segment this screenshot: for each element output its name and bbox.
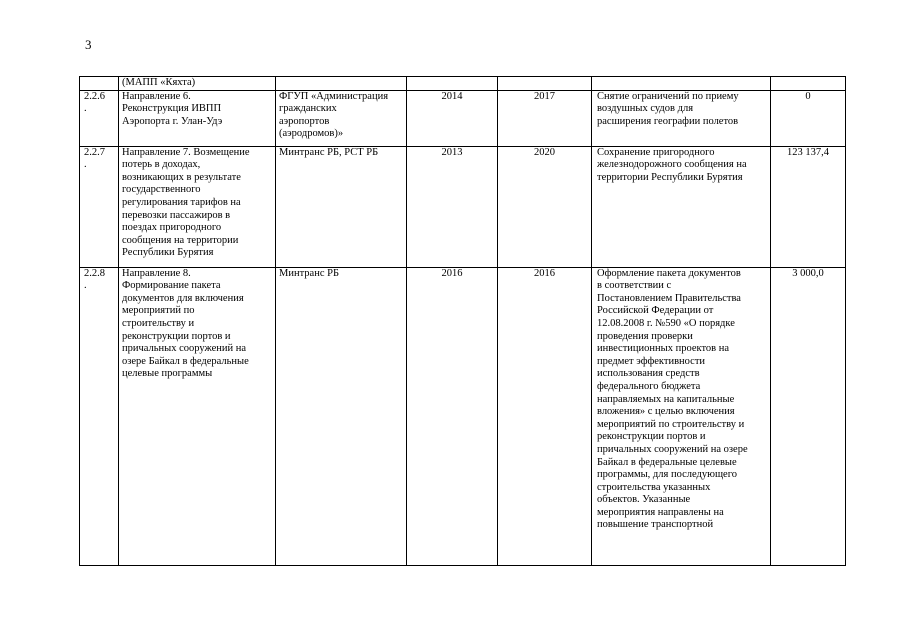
executor-cell: Минтранс РБ, РСТ РБ: [276, 146, 407, 267]
funding-amount-cell: [771, 77, 846, 91]
measure-name-cell: (МАПП «Кяхта): [119, 77, 276, 91]
page-number: 3: [85, 37, 92, 52]
expected-result-cell: [592, 77, 771, 91]
row-number-cell: [80, 77, 119, 91]
funding-amount-cell: 123 137,4: [771, 146, 846, 267]
measures-table: [79, 76, 846, 566]
row-number-cell: 2.2.8 .: [80, 267, 119, 565]
measure-name-cell: Направление 6. Реконструкция ИВПП Аэропорта г. Улан-Удэ: [119, 90, 276, 146]
expected-result-cell: Оформление пакета документов в соответствии с Постановлением Правительства Российской Федерации от 12.08.2008 г. №590 «О порядке проведения проверки инвестиционных проектов на предмет эффективности использования средств федерального бюджета направляемых на капитальные вложения» с целью включения мероприятий по строительству и реконструкции портов и причальных сооружений на озере Байкал в федеральные целевые программы, для последующего строительства указанных объектов. Указанные мероприятия направлены на повышение транспортной: [592, 267, 771, 565]
start-year-cell: 2013: [407, 146, 498, 267]
table-row: [80, 267, 846, 565]
executor-cell: ФГУП «Администрация гражданских аэропортов (аэродромов)»: [276, 90, 407, 146]
end-year-cell: 2020: [498, 146, 592, 267]
expected-result-cell: Снятие ограничений по приему воздушных судов для расширения географии полетов: [592, 90, 771, 146]
expected-result-cell: Сохранение пригородного железнодорожного сообщения на территории Республики Бурятия: [592, 146, 771, 267]
table-row: [80, 146, 846, 267]
start-year-cell: [407, 77, 498, 91]
funding-amount-cell: 3 000,0: [771, 267, 846, 565]
end-year-cell: 2017: [498, 90, 592, 146]
start-year-cell: 2014: [407, 90, 498, 146]
funding-amount-cell: 0: [771, 90, 846, 146]
start-year-cell: 2016: [407, 267, 498, 565]
table-row: [80, 77, 846, 91]
table-row: [80, 90, 846, 146]
measure-name-cell: Направление 7. Возмещение потерь в доходах, возникающих в результате государственного регулирования тарифов на перевозки пассажиров в поездах пригородного сообщения на территории Республики Бурятия: [119, 146, 276, 267]
executor-cell: Минтранс РБ: [276, 267, 407, 565]
executor-cell: [276, 77, 407, 91]
end-year-cell: 2016: [498, 267, 592, 565]
row-number-cell: 2.2.7 .: [80, 146, 119, 267]
measure-name-cell: Направление 8. Формирование пакета документов для включения мероприятий по строительству и реконструкции портов и причальных сооружений на озере Байкал в федеральные целевые программы: [119, 267, 276, 565]
row-number-cell: 2.2.6 .: [80, 90, 119, 146]
end-year-cell: [498, 77, 592, 91]
